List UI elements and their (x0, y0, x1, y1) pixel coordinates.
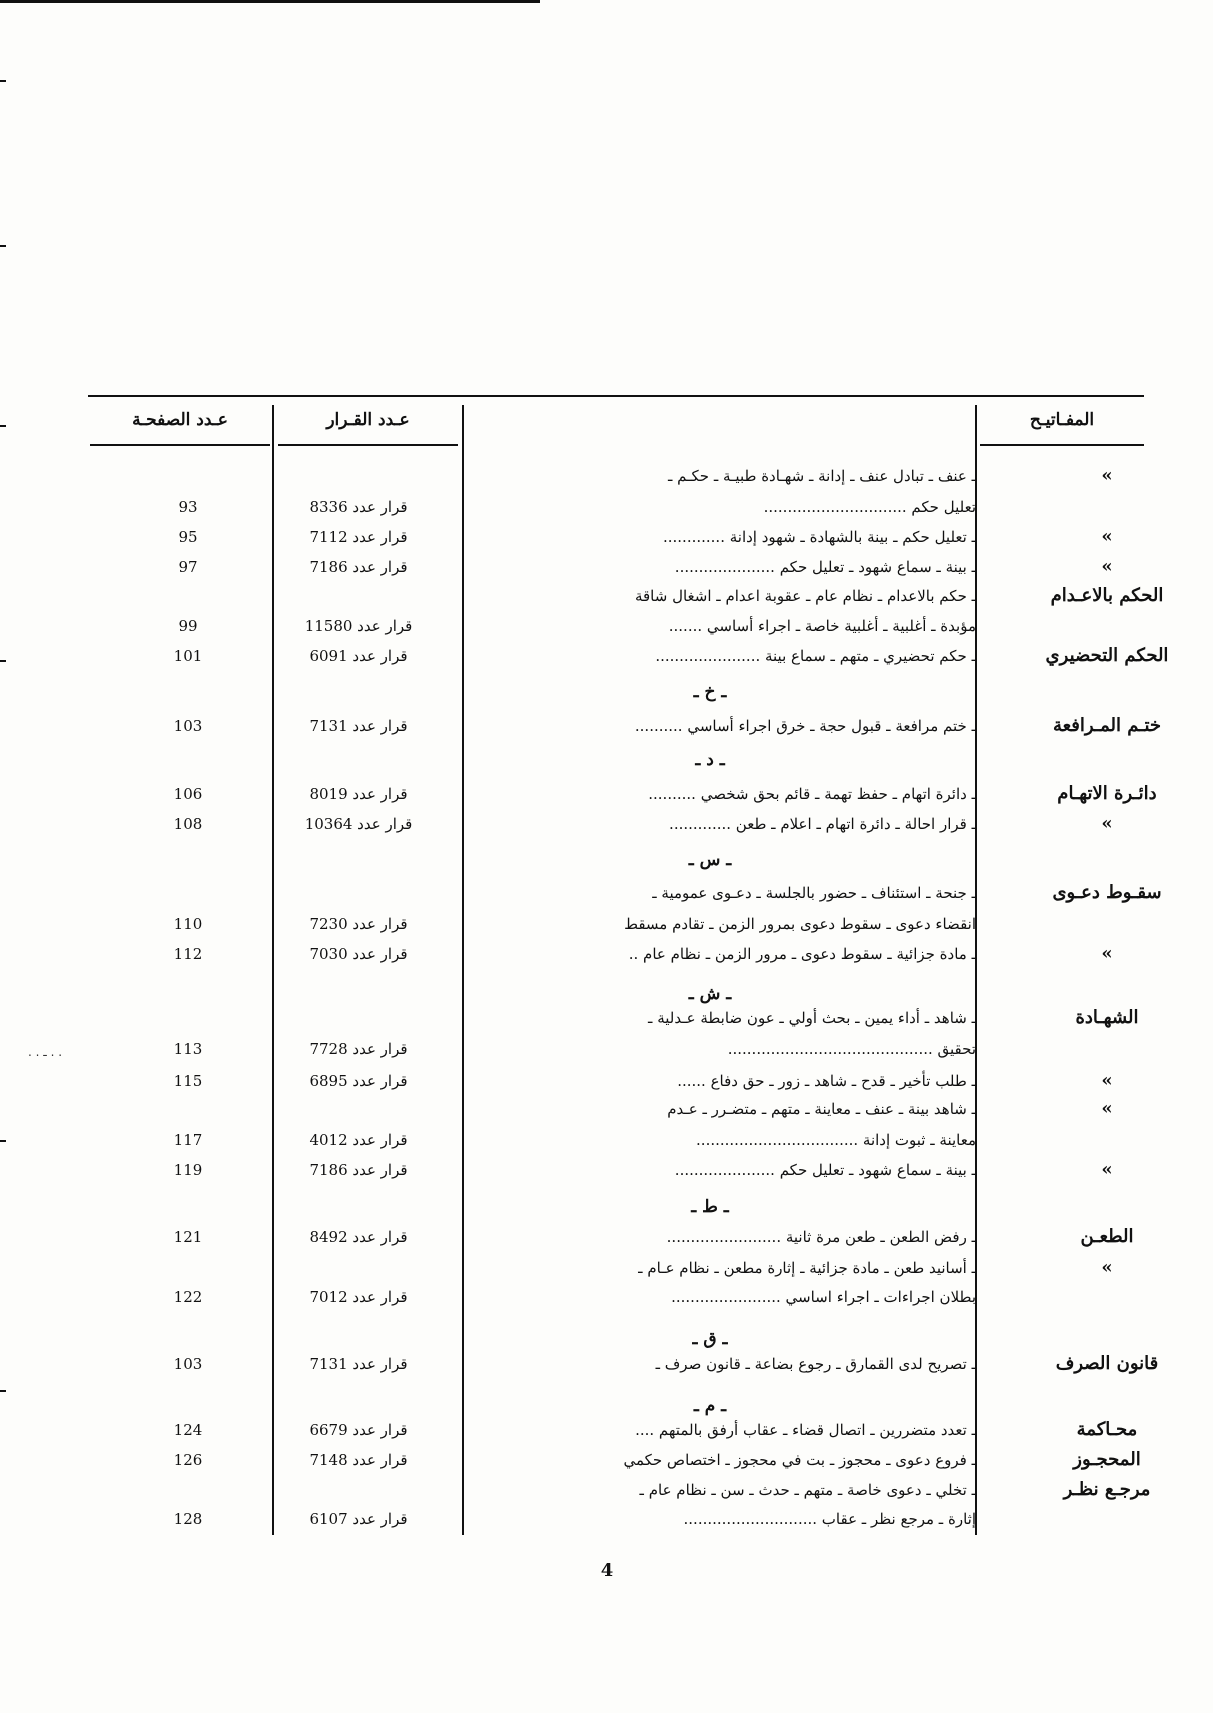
table-row (0, 493, 1213, 521)
table-row (0, 940, 1213, 968)
table-row (0, 1223, 1213, 1251)
decision-number: قرار عدد 7230 (309, 915, 408, 933)
row-text: ـ فروع دعوى ـ محجوز ـ بت في محجوز ـ اختصاص حكمي (623, 1451, 976, 1469)
page-ref (133, 582, 243, 610)
page-ref: 117 (173, 1131, 203, 1149)
keyword: الحكم بالاعـدام (1050, 585, 1164, 606)
margin-mark (0, 1390, 6, 1392)
keyword (1021, 612, 1193, 640)
decision-number: قرار عدد 6895 (309, 1072, 408, 1090)
header-page-number: عـدد الصفحـة (132, 410, 228, 430)
page-ref: 110 (173, 915, 203, 933)
row-text: ـ شاهد بينة ـ عنف ـ معاينة ـ متهم ـ متضـرر ـ عـدم (667, 1100, 976, 1118)
keyword (1021, 1505, 1193, 1533)
decision-number: قرار عدد 7186 (309, 558, 408, 576)
page-ref: 115 (173, 1072, 203, 1090)
section-letter: ـ ش ـ (688, 984, 732, 1004)
row-text: تحقيق ........................................... (727, 1040, 976, 1058)
keyword: » (1101, 556, 1113, 577)
page-ref (133, 1254, 243, 1282)
page-ref: 93 (178, 498, 198, 516)
page-ref: 97 (178, 558, 198, 576)
section-letter: ـ م ـ (693, 1396, 727, 1416)
section-letter: ـ س ـ (688, 850, 732, 870)
decision-number: قرار عدد 7131 (309, 1355, 408, 1373)
table-row (0, 712, 1213, 740)
row-text: ـ أسانيد طعن ـ مادة جزائية ـ إثارة مطعن ـ نظام عـام ـ (638, 1259, 976, 1277)
header-underline (278, 444, 458, 446)
decision-number: قرار عدد 11580 (304, 617, 413, 635)
keyword: » (1101, 1070, 1113, 1091)
table-row (0, 582, 1213, 610)
keyword: محـاكمة (1076, 1419, 1138, 1440)
decision-number: قرار عدد 6679 (309, 1421, 408, 1439)
row-text: ـ قرار احالة ـ دائرة اتهام ـ اعلام ـ طعن ............. (669, 815, 976, 833)
row-text: ـ تعدد متضررين ـ اتصال قضاء ـ عقاب أرفق بالمتهم .... (635, 1421, 976, 1439)
page-ref: 103 (173, 717, 203, 735)
decision-number: قرار عدد 4012 (309, 1131, 408, 1149)
decision-number (281, 582, 436, 610)
keyword (1021, 493, 1193, 521)
row-text: ـ رفض الطعن ـ طعن مرة ثانية ........................ (666, 1228, 976, 1246)
keyword: » (1101, 526, 1113, 547)
row-text: انقضاء دعوى ـ سقوط دعوى بمرور الزمن ـ تقادم مسقط (624, 915, 976, 933)
page-number: 4 (600, 1560, 614, 1581)
row-text: معاينة ـ ثبوت إدانة .................................. (696, 1131, 976, 1149)
keyword: » (1101, 465, 1113, 486)
keyword (1021, 1126, 1193, 1154)
margin-mark (0, 425, 6, 427)
page-ref (133, 1095, 243, 1123)
row-text: ـ طلب تأخير ـ قدح ـ شاهد ـ زور ـ حق دفاع ...... (677, 1072, 976, 1090)
row-text: بطلان اجراءات ـ اجراء اساسي ....................... (671, 1288, 976, 1306)
table-row (0, 553, 1213, 581)
section-letter: ـ ق ـ (692, 1329, 728, 1349)
row-text: مؤبدة ـ أغلبية ـ أغلبية خاصة ـ اجراء أساسي ....... (668, 617, 976, 635)
row-text: ـ بينة ـ سماع شهود ـ تعليل حكم ..................... (674, 558, 976, 576)
table-row (0, 1476, 1213, 1504)
table-row (0, 1095, 1213, 1123)
decision-number (281, 879, 436, 907)
row-text: ـ شاهد ـ أداء يمين ـ بحث أولي ـ عون ضابطة عـدلية ـ (648, 1009, 976, 1027)
row-text: ـ تصريح لدى القمارق ـ رجوع بضاعة ـ قانون صرف ـ (655, 1355, 976, 1373)
keyword: ختـم المـرافعة (1052, 715, 1162, 736)
page-ref: 106 (173, 785, 203, 803)
row-text: ـ دائرة اتهام ـ حفظ تهمة ـ قائم بحق شخصي .......... (648, 785, 976, 803)
keyword (1021, 1035, 1193, 1063)
page-ref: 124 (173, 1421, 203, 1439)
table-top-rule (88, 395, 1144, 397)
table-row (0, 1156, 1213, 1184)
decision-number: قرار عدد 8492 (309, 1228, 408, 1246)
decision-number: قرار عدد 7186 (309, 1161, 408, 1179)
table-row (0, 910, 1213, 938)
keyword: » (1101, 1257, 1113, 1278)
keyword: » (1101, 943, 1113, 964)
table-row (0, 780, 1213, 808)
top-rule (0, 0, 540, 3)
row-text: ـ تعليل حكم ـ بينة بالشهادة ـ شهود إدانة ............. (662, 528, 976, 546)
keyword: قانون الصرف (1055, 1353, 1159, 1374)
table-row (0, 612, 1213, 640)
page-ref: 95 (178, 528, 198, 546)
page-ref (133, 879, 243, 907)
keyword: الطعـن (1080, 1226, 1134, 1247)
table-row (0, 879, 1213, 907)
page-ref: 113 (173, 1040, 203, 1058)
table-row (0, 1126, 1213, 1154)
keyword: مرجـع نظـر (1063, 1479, 1151, 1500)
row-text: ـ مادة جزائية ـ سقوط دعوى ـ مرور الزمن ـ نظام عام .. (628, 945, 976, 963)
margin-mark (0, 80, 6, 82)
row-text: إثارة ـ مرجع نظر ـ عقاب ............................ (683, 1510, 976, 1528)
decision-number: قرار عدد 6107 (309, 1510, 408, 1528)
page-ref: 108 (173, 815, 203, 833)
decision-number: قرار عدد 8336 (309, 498, 408, 516)
table-row (0, 1004, 1213, 1032)
row-text: ـ حكم بالاعدام ـ نظام عام ـ عقوبة اعدام ـ اشغال شاقة (634, 587, 976, 605)
table-row (0, 1350, 1213, 1378)
page-ref: 122 (173, 1288, 203, 1306)
table-row (0, 1035, 1213, 1063)
row-text: تعليل حكم .............................. (763, 498, 976, 516)
table-row (0, 1446, 1213, 1474)
table-row (0, 462, 1213, 490)
decision-number (281, 1476, 436, 1504)
decision-number (281, 1254, 436, 1282)
row-text: ـ عنف ـ تبادل عنف ـ إدانة ـ شهـادة طبيـة ـ حكـم ـ (667, 467, 976, 485)
keyword: المحجـوز (1073, 1449, 1141, 1470)
page-ref: 99 (178, 617, 198, 635)
keyword (1021, 1283, 1193, 1311)
decision-number: قرار عدد 7012 (309, 1288, 408, 1306)
table-row (0, 1067, 1213, 1095)
section-letter: ـ خ ـ (693, 682, 727, 702)
row-text: ـ حكم تحضيري ـ متهم ـ سماع بينة ...................... (655, 647, 976, 665)
table-row (0, 1254, 1213, 1282)
decision-number: قرار عدد 8019 (309, 785, 408, 803)
decision-number (281, 1004, 436, 1032)
decision-number (281, 462, 436, 490)
header-underline (980, 444, 1144, 446)
section-letter: ـ ط ـ (691, 1197, 729, 1217)
page-ref: 121 (173, 1228, 203, 1246)
row-text: ـ ختم مرافعة ـ قبول حجة ـ خرق اجراء أساسي .......... (634, 717, 976, 735)
keyword: دائـرة الاتهـام (1057, 783, 1157, 804)
keyword (1021, 910, 1193, 938)
page-ref: 119 (173, 1161, 203, 1179)
keyword: » (1101, 1098, 1113, 1119)
table-row (0, 1283, 1213, 1311)
keyword: سقـوط دعـوى (1052, 882, 1162, 903)
table-row (0, 1416, 1213, 1444)
decision-number: قرار عدد 6091 (309, 647, 408, 665)
page-ref: 126 (173, 1451, 203, 1469)
decision-number: قرار عدد 7131 (309, 717, 408, 735)
keyword: » (1101, 813, 1113, 834)
table-row (0, 642, 1213, 670)
table-row (0, 1505, 1213, 1533)
keyword: الحكم التحضيري (1045, 645, 1169, 666)
page-ref: 112 (173, 945, 203, 963)
margin-annotation: . . ـ . . (28, 1045, 63, 1059)
page-ref (133, 1476, 243, 1504)
page-ref (133, 462, 243, 490)
header-decision-number: عـدد القـرار (326, 410, 410, 430)
section-letter: ـ د ـ (695, 750, 725, 770)
margin-mark (0, 245, 6, 247)
decision-number: قرار عدد 7030 (309, 945, 408, 963)
row-text: ـ جنحة ـ استئناف ـ حضور بالجلسة ـ دعـوى عمومية ـ (652, 884, 976, 902)
table-row (0, 810, 1213, 838)
page-ref (133, 1004, 243, 1032)
page-ref: 128 (173, 1510, 203, 1528)
decision-number: قرار عدد 7728 (309, 1040, 408, 1058)
header-keywords: المفـاتيـح (1029, 410, 1095, 430)
page-ref: 103 (173, 1355, 203, 1373)
row-text: ـ تخلي ـ دعوى خاصة ـ متهم ـ حدث ـ سن ـ نظام عام ـ (639, 1481, 976, 1499)
decision-number: قرار عدد 7112 (309, 528, 408, 546)
keyword: » (1101, 1159, 1113, 1180)
header-underline (90, 444, 270, 446)
decision-number: قرار عدد 7148 (309, 1451, 408, 1469)
table-row (0, 523, 1213, 551)
row-text: ـ بينة ـ سماع شهود ـ تعليل حكم ..................... (674, 1161, 976, 1179)
decision-number (281, 1095, 436, 1123)
page-ref: 101 (173, 647, 203, 665)
decision-number: قرار عدد 10364 (304, 815, 413, 833)
keyword: الشهـادة (1075, 1007, 1139, 1028)
